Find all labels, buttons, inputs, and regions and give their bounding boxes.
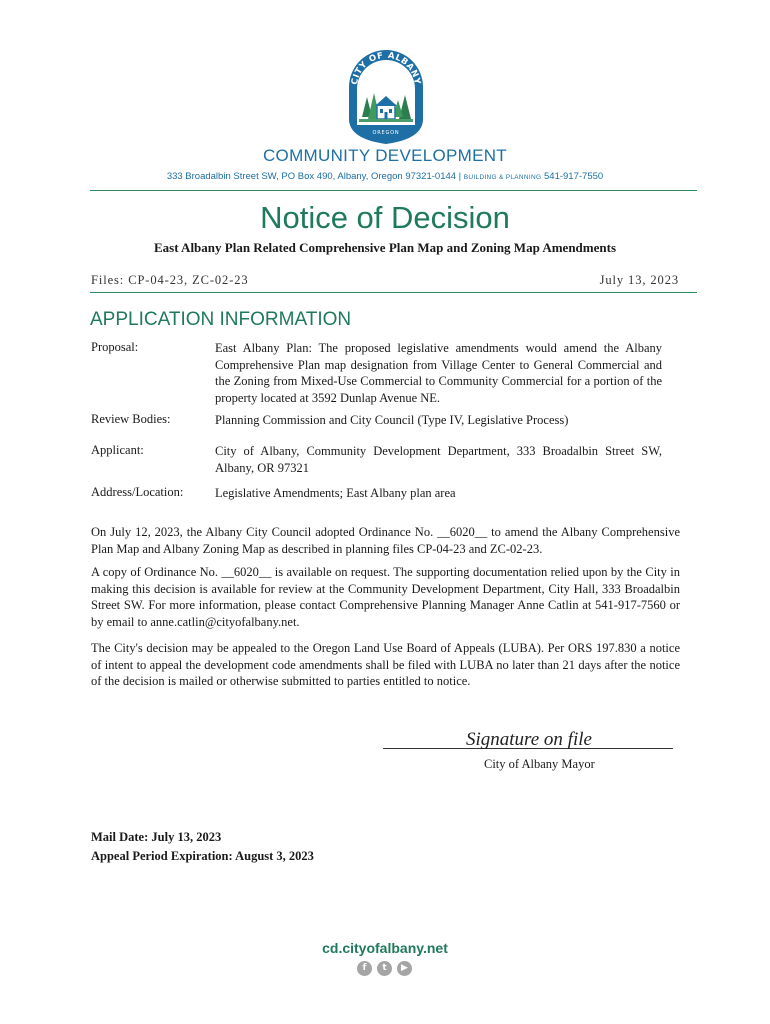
address-building-planning: BUILDING & PLANNING [463,174,542,181]
mail-date: Mail Date: July 13, 2023 [91,830,222,844]
website-link[interactable]: cd.cityofalbany.net [322,940,448,956]
address-location-value: Legislative Amendments; East Albany plan area [215,486,456,500]
ordinance-copy-paragraph [91,564,680,630]
department-name: COMMUNITY DEVELOPMENT [262,146,507,165]
section-heading: APPLICATION INFORMATION [90,309,352,330]
svg-text:OREGON: OREGON [372,130,400,136]
header-divider [90,190,697,191]
para2-text-before: A copy of Ordinance No. [91,565,222,579]
address-phone: 541-917-7550 [541,171,604,182]
department-address [0,171,770,182]
para1-text-before: On July 12, 2023, the Albany City Council adopted Ordinance No. [91,525,438,539]
review-bodies-label: Review Bodies: [91,412,171,426]
svg-text:CITY OF ALBANY: CITY OF ALBANY [349,50,423,86]
files-divider [90,292,697,293]
proposal-value: East Albany Plan: The proposed legislative amendments would amend the Albany Comprehensive Plan map designation from Village Center to General Commercial and the Zoning from Mixed-Use Commercial to Community Commercial for a portion of the property located at 3592 Dunlap Avenue NE. [215,341,662,405]
document-subtitle: East Albany Plan Related Comprehensive Plan Map and Zoning Map Amendments [153,240,617,255]
ordinance-adoption-paragraph [91,524,680,557]
review-bodies-value: Planning Commission and City Council (Type IV, Legislative Process) [215,413,569,427]
appeal-expiration-date: Appeal Period Expiration: August 3, 2023 [91,849,314,863]
appeal-paragraph: The City's decision may be appealed to the Oregon Land Use Board of Appeals (LUBA). Per ORS 197.830 a notice of intent to appeal the development code amendments shall be filed with LUBA no later than 21 days after the notice of the decision is mailed or otherwise submitted to parties entitled to notice. [91,641,680,688]
signatory-title: City of Albany Mayor [484,757,595,771]
notice-date: July 13, 2023 [599,273,679,287]
twitter-icon[interactable]: t [377,961,392,976]
signature-text: Signature on file [466,729,592,750]
para2-ordinance-number: __6020__ [221,565,272,579]
proposal-label: Proposal: [91,340,139,354]
applicant-label: Applicant: [91,443,144,457]
para2-text-after: is available on request. The supporting documentation relied upon by the City in making this decision is available for review at the Community Development Department, City Hall, 333 Broadalbin Street SW. For more information, please contact Comprehensive Planning Manager Anne Catlin at 541-917-7560 or by email to anne.catlin@cityofalbany.net. [91,565,680,629]
document-title: Notice of Decision [260,200,510,235]
address-main: 333 Broadalbin Street SW, PO Box 490, Albany, Oregon 97321-0144 | [166,171,464,182]
para1-ordinance-number: __6020__ [437,525,488,539]
para1-text-after: to amend the Albany Comprehensive Plan Map and Albany Zoning Map as described in planning files CP-04-23 and ZC-02-23. [91,525,680,556]
youtube-icon[interactable]: ▶ [397,961,412,976]
social-icons [357,961,413,977]
city-of-albany-logo [345,47,427,145]
facebook-icon[interactable]: f [357,961,372,976]
applicant-value: City of Albany, Community Development Department, 333 Broadalbin Street SW, Albany, OR 97321 [215,444,662,475]
address-location-label: Address/Location: [91,485,184,499]
file-numbers: Files: CP-04-23, ZC-02-23 [91,273,249,287]
